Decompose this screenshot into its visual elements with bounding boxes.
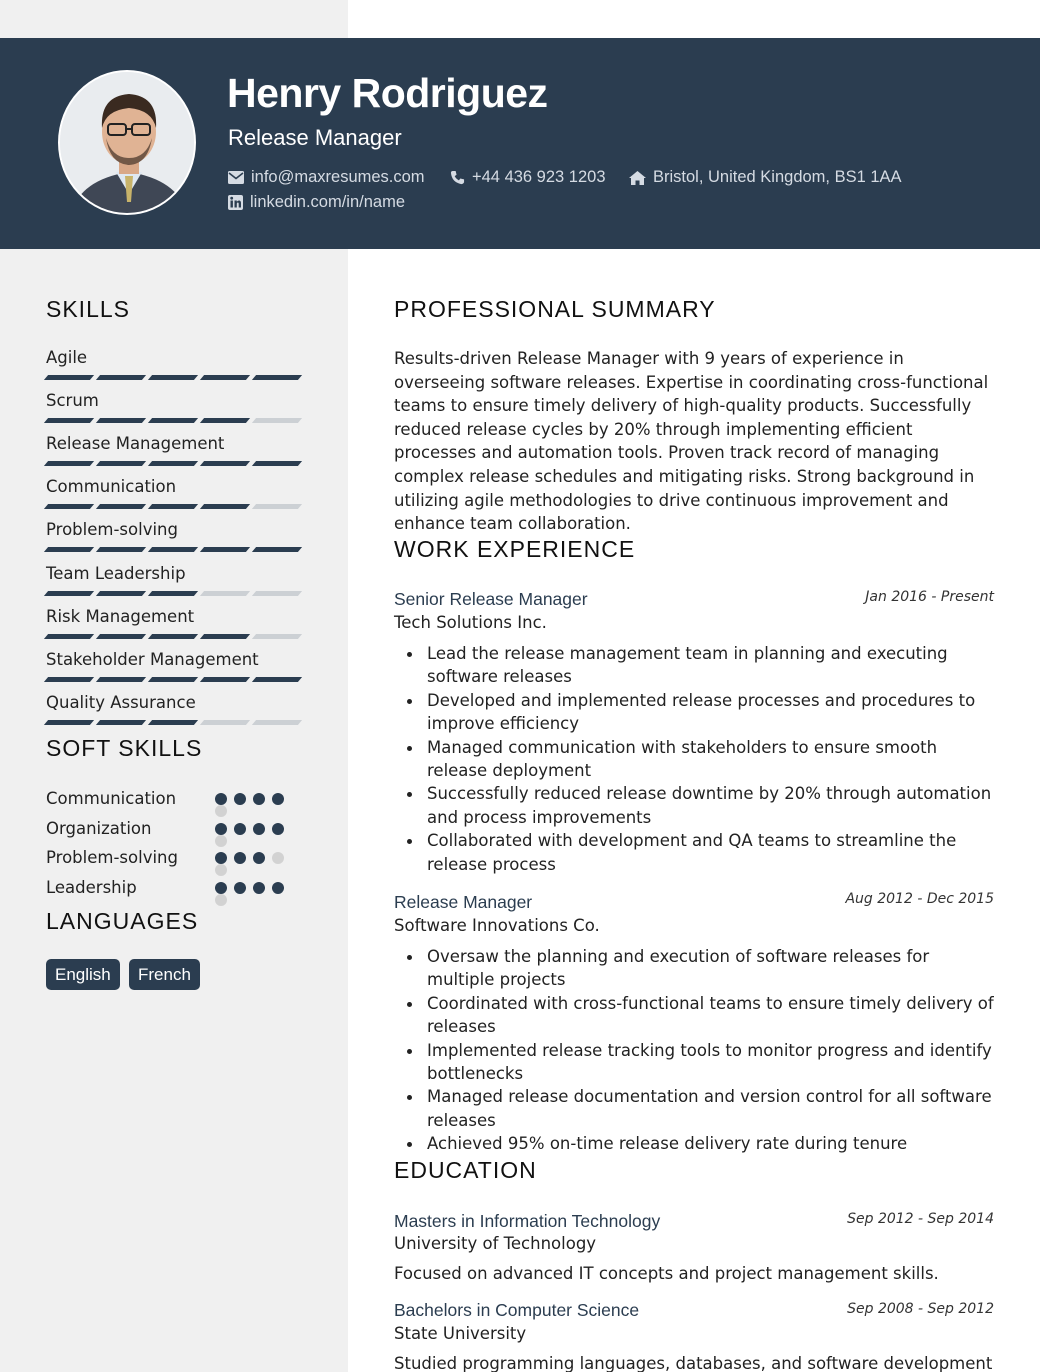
skill-level-bar bbox=[46, 418, 302, 423]
skill-level-segment bbox=[44, 375, 94, 380]
skill-level-segment bbox=[96, 461, 146, 466]
resume-header bbox=[0, 38, 1040, 249]
skill-level-segment bbox=[252, 375, 302, 380]
rating-dot bbox=[215, 894, 227, 906]
bullet-item: Coordinated with cross-functional teams to ensure timely delivery of releases bbox=[427, 992, 997, 1039]
skill-item bbox=[46, 693, 302, 725]
skill-item bbox=[46, 477, 302, 509]
skill-label: Team Leadership bbox=[46, 563, 186, 583]
skill-level-segment bbox=[44, 591, 94, 596]
skill-level-bar bbox=[46, 677, 302, 682]
contact-linkedin[interactable] bbox=[228, 193, 405, 212]
soft-skill-label: Problem-solving bbox=[46, 848, 178, 867]
skill-level-bar bbox=[46, 547, 302, 552]
skill-level-bar bbox=[46, 591, 302, 596]
job-dates: Jan 2016 - Present bbox=[865, 589, 994, 605]
skill-item bbox=[46, 520, 302, 552]
skill-label: Stakeholder Management bbox=[46, 649, 259, 669]
job-dates: Aug 2012 - Dec 2015 bbox=[845, 891, 994, 907]
bullet-item: Successfully reduced release downtime by 20% through automation and process improvements bbox=[427, 782, 997, 829]
skill-level-segment bbox=[252, 720, 302, 725]
skill-level-segment bbox=[148, 720, 198, 725]
skill-level-segment bbox=[44, 504, 94, 509]
summary-heading: PROFESSIONAL SUMMARY bbox=[394, 296, 716, 322]
rating-dot bbox=[234, 852, 246, 864]
skill-level-segment bbox=[148, 677, 198, 682]
skill-level-segment bbox=[252, 547, 302, 552]
rating-dot bbox=[215, 864, 227, 876]
skill-level-segment bbox=[252, 634, 302, 639]
skills-heading: SKILLS bbox=[46, 296, 130, 322]
skill-level-segment bbox=[44, 418, 94, 423]
rating-dot bbox=[272, 823, 284, 835]
skill-level-segment bbox=[148, 461, 198, 466]
skill-level-bar bbox=[46, 504, 302, 509]
bullet-item: Collaborated with development and QA teams to streamline the release process bbox=[427, 829, 997, 876]
skill-item bbox=[46, 564, 302, 596]
rating-dot bbox=[215, 852, 227, 864]
education-description: Focused on advanced IT concepts and project management skills. bbox=[394, 1264, 939, 1283]
skill-level-segment bbox=[96, 677, 146, 682]
rating-dot bbox=[215, 823, 227, 835]
bullet-item: Oversaw the planning and execution of software releases for multiple projects bbox=[427, 945, 997, 992]
skill-level-segment bbox=[200, 375, 250, 380]
rating-dot bbox=[215, 882, 227, 894]
language-badge: French bbox=[129, 959, 200, 990]
skill-level-bar bbox=[46, 720, 302, 725]
rating-dot bbox=[253, 823, 265, 835]
languages-heading: LANGUAGES bbox=[46, 908, 199, 934]
job-bullets bbox=[427, 945, 997, 1156]
skill-level-segment bbox=[44, 677, 94, 682]
rating-dot bbox=[215, 793, 227, 805]
skill-level-segment bbox=[252, 418, 302, 423]
rating-dot bbox=[272, 882, 284, 894]
skill-label: Scrum bbox=[46, 391, 99, 411]
skill-level-segment bbox=[200, 547, 250, 552]
contact-email[interactable] bbox=[228, 168, 425, 187]
candidate-name: Henry Rodriguez bbox=[227, 70, 548, 116]
skill-item bbox=[46, 650, 302, 682]
bullet-item: Lead the release management team in planning and executing software releases bbox=[427, 642, 997, 689]
skill-level-segment bbox=[200, 418, 250, 423]
skill-level-segment bbox=[44, 634, 94, 639]
rating-dot bbox=[272, 793, 284, 805]
rating-dot bbox=[215, 835, 227, 847]
phone-icon bbox=[450, 170, 465, 185]
skill-level-segment bbox=[148, 375, 198, 380]
bullet-item: Developed and implemented release processes and procedures to improve efficiency bbox=[427, 689, 997, 736]
skill-level-segment bbox=[96, 418, 146, 423]
rating-dot bbox=[272, 852, 284, 864]
rating-dot bbox=[253, 852, 265, 864]
skill-label: Release Management bbox=[46, 434, 225, 454]
skill-level-segment bbox=[44, 547, 94, 552]
education-heading: EDUCATION bbox=[394, 1157, 537, 1183]
skill-level-segment bbox=[252, 677, 302, 682]
candidate-title: Release Manager bbox=[228, 125, 402, 150]
skill-level-segment bbox=[44, 461, 94, 466]
address-text: Bristol, United Kingdom, BS1 1AA bbox=[653, 168, 902, 186]
envelope-icon bbox=[228, 171, 244, 184]
education-description: Studied programming languages, databases, and software development bbox=[394, 1354, 993, 1372]
skill-item bbox=[46, 391, 302, 423]
skill-label: Quality Assurance bbox=[46, 692, 196, 712]
skill-level-segment bbox=[96, 720, 146, 725]
skill-level-segment bbox=[200, 634, 250, 639]
skill-item bbox=[46, 348, 302, 380]
soft-skill-label: Communication bbox=[46, 789, 177, 808]
skill-level-bar bbox=[46, 461, 302, 466]
skill-level-segment bbox=[252, 461, 302, 466]
company-name: Tech Solutions Inc. bbox=[394, 613, 547, 632]
skill-item bbox=[46, 607, 302, 639]
degree-title: Bachelors in Computer Science bbox=[394, 1300, 640, 1320]
contact-phone[interactable] bbox=[450, 168, 606, 187]
soft-skills-heading: SOFT SKILLS bbox=[46, 735, 203, 761]
skill-level-segment bbox=[200, 677, 250, 682]
skill-level-segment bbox=[148, 418, 198, 423]
job-title: Senior Release Manager bbox=[394, 589, 588, 609]
skill-level-segment bbox=[148, 634, 198, 639]
linkedin-text: linkedin.com/in/name bbox=[250, 193, 405, 211]
rating-dot bbox=[234, 823, 246, 835]
skill-level-segment bbox=[96, 547, 146, 552]
skill-level-segment bbox=[148, 591, 198, 596]
rating-dot bbox=[215, 805, 227, 817]
skill-level-segment bbox=[252, 504, 302, 509]
soft-skill-label: Leadership bbox=[46, 877, 137, 897]
skill-level-segment bbox=[44, 720, 94, 725]
skill-label: Problem-solving bbox=[46, 520, 178, 540]
school-name: University of Technology bbox=[394, 1234, 597, 1253]
company-name: Software Innovations Co. bbox=[394, 916, 600, 935]
profile-photo bbox=[58, 70, 196, 215]
skill-level-segment bbox=[252, 591, 302, 596]
summary-text: Results-driven Release Manager with 9 years of experience in overseeing software releases. Expertise in coordinating cross-functional teams to ensure timely delivery of high-quality products. Successfully reduced release cycles by 20% through implementing efficient processes and automation tools. Proven track record of managing complex release schedules and mitigating risks. Strong background in utilizing agile methodologies to drive continuous improvement and enhance team collaboration. bbox=[394, 349, 989, 534]
skill-label: Risk Management bbox=[46, 606, 195, 626]
linkedin-icon bbox=[228, 195, 243, 210]
skill-item bbox=[46, 434, 302, 466]
phone-text: +44 436 923 1203 bbox=[472, 168, 606, 186]
contact-address bbox=[629, 168, 902, 187]
skill-level-segment bbox=[200, 504, 250, 509]
bullet-item: Achieved 95% on-time release delivery rate during tenure bbox=[427, 1132, 997, 1155]
bullet-item: Managed communication with stakeholders to ensure smooth release deployment bbox=[427, 736, 997, 783]
rating-dot bbox=[234, 793, 246, 805]
skill-level-segment bbox=[96, 504, 146, 509]
skill-level-segment bbox=[96, 591, 146, 596]
skill-level-bar bbox=[46, 375, 302, 380]
skill-level-segment bbox=[148, 504, 198, 509]
skill-label: Agile bbox=[46, 348, 88, 367]
skill-level-segment bbox=[96, 634, 146, 639]
soft-skill-label: Organization bbox=[46, 818, 152, 838]
education-dates: Sep 2012 - Sep 2014 bbox=[847, 1211, 994, 1227]
skill-label: Communication bbox=[46, 477, 177, 497]
rating-dot bbox=[234, 882, 246, 894]
degree-title: Masters in Information Technology bbox=[394, 1211, 661, 1231]
skill-level-segment bbox=[96, 375, 146, 380]
rating-dot bbox=[253, 882, 265, 894]
job-title: Release Manager bbox=[394, 892, 533, 912]
skill-level-segment bbox=[148, 547, 198, 552]
work-heading: WORK EXPERIENCE bbox=[394, 536, 636, 562]
skill-level-segment bbox=[200, 591, 250, 596]
home-icon bbox=[629, 171, 646, 185]
language-badge: English bbox=[46, 959, 120, 990]
school-name: State University bbox=[394, 1324, 527, 1343]
job-bullets bbox=[427, 642, 997, 876]
skill-level-segment bbox=[200, 720, 250, 725]
bullet-item: Managed release documentation and version control for all software releases bbox=[427, 1085, 997, 1132]
rating-dot bbox=[253, 793, 265, 805]
education-dates: Sep 2008 - Sep 2012 bbox=[847, 1301, 994, 1317]
email-text: info@maxresumes.com bbox=[251, 168, 425, 186]
skill-level-segment bbox=[200, 461, 250, 466]
bullet-item: Implemented release tracking tools to monitor progress and identify bottlenecks bbox=[427, 1039, 997, 1086]
skill-level-bar bbox=[46, 634, 302, 639]
